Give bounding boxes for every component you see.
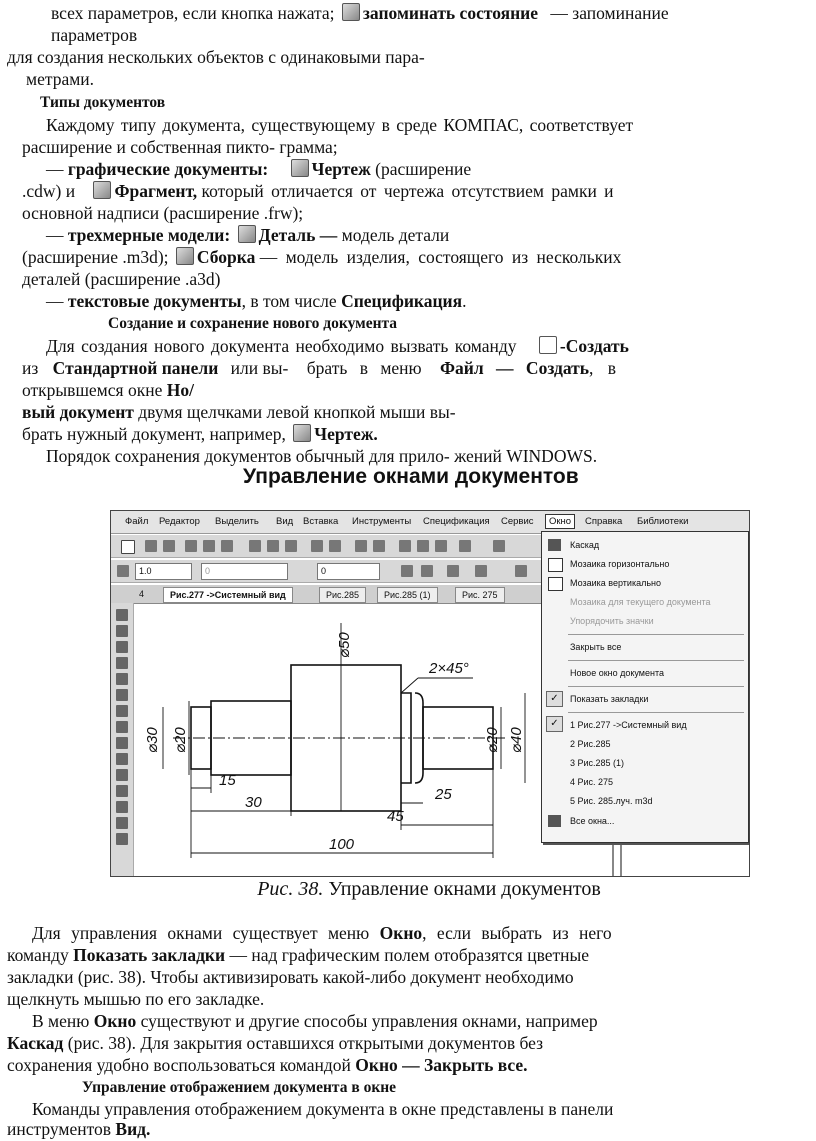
menu-item-tile-vertical[interactable]: Мозаика вертикально (570, 578, 662, 588)
body-line (7, 1118, 150, 1140)
text: , если выбрать из него (422, 923, 612, 943)
text: Порядок сохранения документов обычный для прило- жений WINDOWS. (46, 446, 598, 466)
term-create: -Создать (559, 336, 629, 356)
body-line (32, 1098, 613, 1120)
text: или вы- (230, 358, 289, 378)
geometry-icon[interactable] (116, 609, 128, 621)
body-line (32, 922, 744, 944)
menu-select[interactable]: Выделить (215, 516, 259, 527)
fragments-icon[interactable] (116, 769, 128, 781)
save-line (46, 445, 597, 467)
new-document-icon (539, 336, 557, 354)
text: Каждому типу документа, существующему в среде КОМПАС, соответствует (46, 115, 634, 135)
text: щелкнуть мышью по его закладке. (7, 989, 265, 1009)
menu-separator (568, 712, 744, 713)
menu-separator (568, 686, 744, 687)
term-drawing: Чертеж (311, 159, 371, 179)
menu-item-show-tabs[interactable]: Показать закладки (570, 694, 649, 704)
text: (расширение (375, 159, 472, 179)
checkmark-icon: ✓ (546, 691, 563, 707)
variables-icon[interactable] (417, 540, 429, 552)
report-icon[interactable] (116, 737, 128, 749)
text: существуют и другие способы управления окнами, например (140, 1011, 598, 1031)
graphic-docs-line-2 (22, 180, 762, 202)
term-graphic-documents: графические документы: (67, 159, 269, 179)
insert-icon[interactable] (116, 753, 128, 765)
text: модель детали (341, 225, 450, 245)
term-remember-state: запоминать состояние (362, 3, 539, 23)
menu-service[interactable]: Сервис (501, 516, 534, 527)
menu-window[interactable]: Окно (545, 514, 575, 529)
layer-select[interactable]: 0 (317, 563, 380, 580)
all-windows-icon (548, 815, 561, 827)
text-line (22, 268, 221, 290)
create-line-1 (46, 335, 629, 357)
term-fragment: Фрагмент, (114, 181, 198, 201)
tile-vertical-icon (548, 577, 563, 591)
menu-item-all-windows[interactable]: Все окна... (570, 816, 615, 826)
select-icon[interactable] (116, 705, 128, 717)
term-assembly: Сборка (196, 247, 256, 267)
text-docs-line (46, 290, 467, 312)
tab-count: 4 (139, 589, 145, 599)
dim-25: 25 (435, 786, 452, 803)
text-line (22, 202, 303, 224)
menu-tools[interactable]: Инструменты (352, 516, 412, 527)
part-icon (238, 225, 256, 243)
term-3d-models: трехмерные модели: (67, 225, 231, 245)
memory-icon (342, 3, 360, 21)
preview-icon[interactable] (203, 540, 215, 552)
term-view: Вид. (115, 1119, 151, 1139)
dim-30: 30 (245, 794, 262, 811)
grid-toggle-icon[interactable] (475, 565, 487, 577)
text: В меню (32, 1011, 90, 1031)
print-icon[interactable] (185, 540, 197, 552)
menu-item-window-4[interactable]: 4 Рис. 275 (570, 777, 614, 787)
menu-edit[interactable]: Редактор (159, 516, 200, 527)
text: из (22, 358, 39, 378)
section-title-windows: Управление окнами документов (243, 465, 579, 488)
layers-icon[interactable] (116, 801, 128, 813)
text: . (462, 291, 467, 311)
dim-15: 15 (219, 772, 236, 789)
leader-line (401, 678, 418, 693)
zoom-icon[interactable] (493, 540, 505, 552)
menu-item-new-window[interactable]: Новое окно документа (570, 668, 664, 678)
step-select[interactable]: 0 (201, 563, 288, 580)
lock-icon[interactable] (447, 565, 459, 577)
text: который отличается от чертежа отсутствием рамки и (201, 181, 614, 201)
create-line-4 (22, 401, 456, 423)
text-line-2 (51, 24, 137, 46)
text (32, 922, 612, 944)
drawing-icon (291, 159, 309, 177)
menu-separator (568, 634, 744, 635)
text: брать нужный документ, например, (22, 424, 286, 444)
text: .cdw) и (22, 181, 76, 201)
fragment-icon (93, 181, 111, 199)
figure-caption (110, 878, 748, 901)
text: параметров (51, 25, 138, 45)
text-line-4 (26, 68, 94, 90)
term-standard-panel: Стандартной панели (52, 358, 219, 378)
window-menu-dropdown (541, 531, 749, 843)
undo-icon[interactable] (355, 540, 367, 552)
menu-item-tile-current[interactable]: Мозаика для текущего документа (570, 597, 711, 607)
library-panel-icon[interactable] (116, 817, 128, 829)
text: брать в меню (306, 358, 422, 378)
menu-item-cascade[interactable]: Каскад (570, 540, 600, 550)
tile-horizontal-icon (548, 558, 563, 572)
caption-number: Рис. 38. (257, 878, 324, 900)
tab-doc-1[interactable]: Рис.277 ->Системный вид (163, 587, 293, 603)
term-drawing: Чертеж. (314, 424, 378, 444)
dimension-icon[interactable] (116, 625, 128, 637)
menu-libraries[interactable]: Библиотеки (637, 516, 689, 527)
create-line-5 (22, 423, 378, 445)
text: Для управления окнами существует меню (32, 923, 370, 943)
fx-icon[interactable] (435, 540, 447, 552)
dim-chamfer: 2×45° (429, 660, 469, 677)
menu-item-tile-horizontal[interactable]: Мозаика горизонтально (570, 559, 670, 569)
text: всех параметров, если кнопка нажата; (51, 3, 335, 23)
dim-45: 45 (387, 808, 404, 825)
text: расширение и собственная пикто- грамма; (22, 137, 338, 157)
edit-icon[interactable] (116, 657, 128, 669)
text: двумя щелчками левой кнопкой мыши вы- (138, 402, 456, 422)
copy-icon[interactable] (267, 540, 279, 552)
heading-view-control: Управление отображением документа в окне (82, 1079, 397, 1096)
kompas-screenshot (110, 510, 750, 877)
text: для создания нескольких объектов с одинаковыми пара- (7, 47, 425, 67)
dash: — (46, 291, 64, 311)
create-line-3 (22, 379, 194, 401)
text: сохранения удобно воспользоваться командой (7, 1055, 351, 1075)
term-window-close-all: Окно — Закрыть все. (355, 1055, 528, 1075)
body-line (7, 944, 589, 966)
text: — запоминание (550, 3, 669, 23)
grid-icon[interactable] (117, 565, 129, 577)
text: — модель изделия, состоящего из нескольких (259, 247, 622, 267)
menu-item-close-all[interactable]: Закрыть все (570, 642, 622, 652)
heading-document-types: Типы документов (40, 94, 166, 111)
term-new-document: вый документ (22, 402, 134, 422)
create-line-2 (22, 357, 762, 379)
assembly-icon (176, 247, 194, 265)
graphic-docs-line (46, 158, 471, 180)
text-line-3 (7, 46, 425, 68)
views-icon[interactable] (116, 785, 128, 797)
tab-doc-2[interactable]: Рис.285 (319, 587, 366, 603)
measure-icon[interactable] (116, 689, 128, 701)
redo-icon[interactable] (373, 540, 385, 552)
paste-icon[interactable] (285, 540, 297, 552)
format-icon[interactable] (311, 540, 323, 552)
menu-file[interactable]: Файл (125, 516, 149, 527)
body-line (7, 988, 264, 1010)
param-icon[interactable] (116, 673, 128, 685)
cut-icon[interactable] (249, 540, 261, 552)
text: (рис. 38). Для закрытия оставшихся открытыми документов без (67, 1033, 544, 1053)
text: (расширение .m3d); (22, 247, 169, 267)
body-line (7, 966, 574, 988)
properties-icon[interactable] (221, 540, 233, 552)
new-icon[interactable] (121, 540, 135, 554)
snap-icon[interactable] (421, 565, 433, 577)
body-line (32, 1010, 598, 1032)
text: , в том числе (241, 291, 337, 311)
term-file-create: Файл — Создать (440, 358, 590, 378)
help-icon[interactable] (459, 540, 471, 552)
dim-d50: ⌀50 (336, 632, 353, 658)
text: открывшемся окне (22, 380, 163, 400)
term-cascade: Каскад (7, 1033, 64, 1053)
tab-doc-4[interactable]: Рис. 275 (455, 587, 505, 603)
text: деталей (расширение .a3d) (22, 269, 221, 289)
dim-d20-right: ⌀20 (484, 727, 501, 753)
paragraph-line (22, 136, 338, 158)
orto-icon[interactable] (401, 565, 413, 577)
menu-insert[interactable]: Вставка (303, 516, 339, 527)
coords-icon[interactable] (515, 565, 527, 577)
dash: — (46, 159, 64, 179)
compact-toolbar (111, 603, 134, 876)
dim-100: 100 (329, 836, 355, 853)
heading-create-save: Создание и сохранение нового документа (108, 315, 398, 332)
menu-item-window-3[interactable]: 3 Рис.285 (1) (570, 758, 625, 768)
cascade-icon (548, 539, 561, 551)
text: — над графическим полем отобразятся цветные (229, 945, 590, 965)
text: инструментов (7, 1119, 112, 1139)
term-window: Окно (379, 923, 423, 943)
3d-models-line (46, 224, 449, 246)
dim-d40: ⌀40 (508, 727, 525, 753)
body-line (7, 1032, 543, 1054)
menu-item-window-5[interactable]: 5 Рис. 285.луч. m3d (570, 796, 653, 806)
term-show-tabs: Показать закладки (73, 945, 226, 965)
term-part: Деталь — (258, 225, 338, 245)
symbols-icon[interactable] (116, 641, 128, 653)
menu-item-window-2[interactable]: 2 Рис.285 (570, 739, 611, 749)
tab-doc-3[interactable]: Рис.285 (1) (377, 587, 438, 603)
body-line (7, 1054, 528, 1076)
drawing-icon (293, 424, 311, 442)
text: Команды управления отображением документа в окне представлены в панели (32, 1099, 614, 1119)
dim-d20-left: ⌀20 (172, 727, 189, 753)
text: Для создания нового документа необходимо вызвать команду (46, 336, 517, 356)
library-icon[interactable] (399, 540, 411, 552)
term-window: Окно (93, 1011, 137, 1031)
term-text-documents: текстовые документы (67, 291, 242, 311)
text: команду (7, 945, 69, 965)
menu-item-window-1[interactable]: 1 Рис.277 ->Системный вид (570, 720, 687, 730)
scale-select[interactable]: 1.0 (135, 563, 192, 580)
menu-separator (568, 660, 744, 661)
menu-view[interactable]: Вид (276, 516, 294, 527)
dim-d30: ⌀30 (144, 727, 161, 753)
caption-text: Управление окнами документов (328, 878, 601, 900)
text: основной надписи (расширение .frw); (22, 203, 304, 223)
menu-item-arrange-icons[interactable]: Упорядочить значки (570, 616, 654, 626)
text: метрами. (26, 69, 95, 89)
menu-help[interactable]: Справка (585, 516, 623, 527)
save-icon[interactable] (163, 540, 175, 552)
term-new: Но/ (166, 380, 194, 400)
3d-models-line-2 (22, 246, 621, 268)
term-specification: Спецификация (341, 291, 463, 311)
manager-icon[interactable] (329, 540, 341, 552)
open-icon[interactable] (145, 540, 157, 552)
paragraph-line (46, 114, 762, 136)
dash: — (46, 225, 64, 245)
text-line-1 (51, 2, 669, 24)
text: закладки (рис. 38). Чтобы активизировать какой-либо документ необходимо (7, 967, 574, 987)
menu-specification[interactable]: Спецификация (423, 516, 490, 527)
checkmark-icon: ✓ (546, 716, 563, 732)
text: , в (589, 358, 617, 378)
spec-icon[interactable] (116, 721, 128, 733)
macro-icon[interactable] (116, 833, 128, 845)
